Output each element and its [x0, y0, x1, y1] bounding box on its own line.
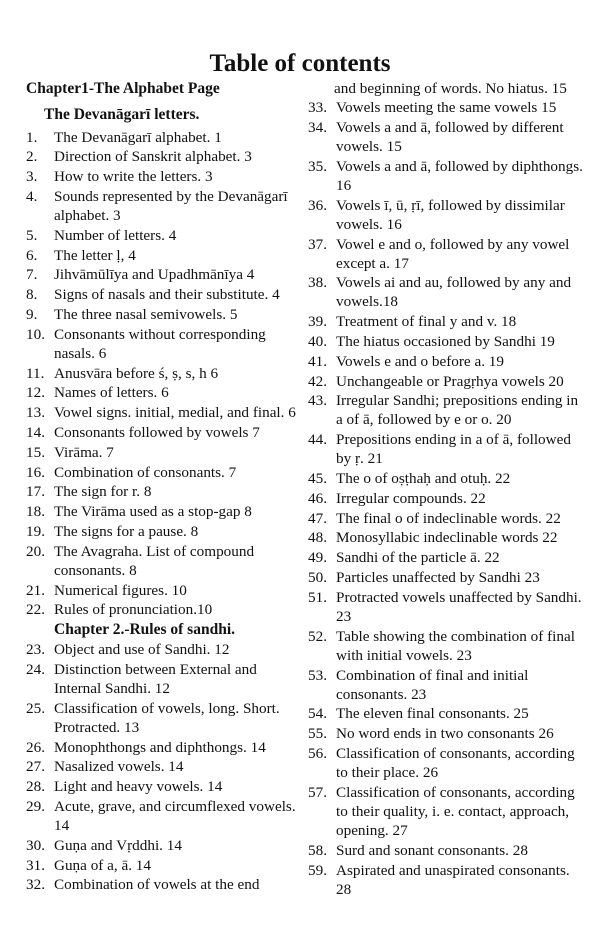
entry-number: 48. — [308, 529, 327, 547]
entry-number: 17. — [26, 483, 45, 501]
toc-entry — [26, 285, 302, 304]
entry-number: 33. — [308, 99, 327, 117]
entry-text: Treatment of final y and v. 18 — [336, 313, 517, 331]
entry-number: 9. — [26, 305, 38, 323]
entry-text: The letter ḷ, 4 — [54, 246, 136, 264]
toc-entry — [26, 699, 302, 737]
entry-number: 46. — [308, 489, 327, 507]
toc-entry — [26, 502, 302, 521]
entry-text: Combination of consonants. 7 — [54, 463, 237, 481]
toc-entry — [308, 627, 584, 665]
entry-text: Vowels e and o before a. 19 — [336, 352, 504, 370]
entry-text: Monosyllabic indeclinable words 22 — [336, 529, 558, 547]
toc-entry — [308, 861, 584, 899]
entry-text: The sign for r. 8 — [54, 483, 152, 501]
entry-number: 41. — [308, 352, 327, 370]
entry-text: Consonants followed by vowels 7 — [54, 423, 260, 441]
entry-number: 30. — [26, 836, 45, 854]
entry-number: 8. — [26, 286, 38, 304]
chapter-1-subheading: The Devanāgarī letters. — [44, 105, 200, 123]
toc-entry — [26, 738, 302, 757]
toc-entry — [308, 98, 584, 117]
entry-text: Classification of consonants, according to their quality, i. e. contact, approach, opening. 27 — [336, 783, 575, 840]
toc-entry — [26, 443, 302, 462]
toc-entry — [26, 836, 302, 855]
entry-text: Virāma. 7 — [54, 443, 114, 461]
entry-number: 27. — [26, 758, 45, 776]
right-column — [308, 79, 584, 900]
entry-number: 39. — [308, 313, 327, 331]
entry-number: 23. — [26, 641, 45, 659]
toc-entry — [26, 403, 302, 422]
entry-text: Vowel signs. initial, medial, and final. 6 — [54, 404, 296, 422]
entry-text: The Devanāgarī alphabet. 1 — [54, 128, 222, 146]
right-entries — [308, 98, 584, 899]
entry-text: Acute, grave, and circumflexed vowels. 14 — [54, 798, 296, 835]
entry-number: 34. — [308, 118, 327, 136]
toc-entry — [26, 246, 302, 265]
toc-entry — [308, 783, 584, 840]
entry-text: Classification of consonants, according to their place. 26 — [336, 745, 575, 782]
entry-number: 15. — [26, 443, 45, 461]
toc-entry — [26, 325, 302, 363]
entry-number: 11. — [26, 364, 45, 382]
toc-entry — [26, 265, 302, 284]
entry-text: Sandhi of the particle ā. 22 — [336, 549, 500, 567]
entry-text: Irregular compounds. 22 — [336, 489, 486, 507]
entry-text: The final o of indeclinable words. 22 — [336, 509, 561, 527]
toc-entry — [26, 542, 302, 580]
entry-text: The hiatus occasioned by Sandhi 19 — [336, 333, 555, 351]
entry-number: 22. — [26, 601, 45, 619]
chapter-1-entries — [26, 128, 302, 620]
chapter-2-heading: Chapter 2.-Rules of sandhi. — [54, 621, 236, 639]
entry-number: 36. — [308, 196, 327, 214]
entry-number: 42. — [308, 372, 327, 390]
entry-text: Guṇa and Vṛddhi. 14 — [54, 836, 182, 854]
entry-number: 50. — [308, 569, 327, 587]
entry-text: Protracted vowels unaffected by Sandhi. 23 — [336, 588, 582, 625]
entry-number: 10. — [26, 325, 45, 343]
entry-number: 47. — [308, 509, 327, 527]
entry-number: 40. — [308, 333, 327, 351]
entry-number: 52. — [308, 627, 327, 645]
entry-text: Irregular Sandhi; prepositions ending in a of ā, followed by e or o. 20 — [336, 392, 579, 429]
toc-entry — [308, 312, 584, 331]
entry-text: Guṇa of a, ā. 14 — [54, 856, 151, 874]
toc-entry — [308, 548, 584, 567]
entry-text: Rules of pronunciation.10 — [54, 601, 213, 619]
entry-number: 55. — [308, 725, 327, 743]
toc-entry — [308, 666, 584, 704]
toc-entry — [26, 856, 302, 875]
toc-entry — [308, 528, 584, 547]
entry-text: No word ends in two consonants 26 — [336, 725, 554, 743]
entry-number: 44. — [308, 431, 327, 449]
toc-entry — [308, 118, 584, 156]
toc-entry — [308, 196, 584, 234]
entry-text: Light and heavy vowels. 14 — [54, 778, 223, 796]
entry-number: 21. — [26, 581, 45, 599]
entry-text: Vowels ī, ū, ṛī, followed by dissimilar vowels. 16 — [336, 196, 565, 233]
entry-number: 57. — [308, 783, 327, 801]
page-title: Table of contents — [209, 50, 391, 77]
entry-text: Signs of nasals and their substitute. 4 — [54, 286, 280, 304]
entry-text: Distinction between External and Internal Sandhi. 12 — [54, 660, 257, 698]
entry-number: 3. — [26, 168, 38, 186]
entry-number: 32. — [26, 876, 45, 894]
chapter-2-entries — [26, 640, 302, 894]
entry-text: Combination of vowels at the end — [54, 876, 260, 894]
entry-text: Sounds represented by the Devanāgarī alphabet. 3 — [54, 187, 288, 225]
toc-entry — [26, 226, 302, 245]
toc-entry — [308, 352, 584, 371]
toc-entry — [26, 167, 302, 186]
toc-entry — [308, 841, 584, 860]
entry-text: Classification of vowels, long. Short. Protracted. 13 — [54, 699, 280, 736]
entry-text: Particles unaffected by Sandhi 23 — [336, 569, 540, 587]
entry-text: Table showing the combination of final with initial vowels. 23 — [336, 627, 575, 664]
toc-entry — [308, 588, 584, 626]
toc-entry — [26, 147, 302, 166]
toc-entry — [26, 463, 302, 482]
toc-entry — [26, 522, 302, 541]
toc-entry — [308, 704, 584, 723]
toc-entry — [308, 469, 584, 488]
entry-text: Monophthongs and diphthongs. 14 — [54, 738, 266, 756]
entry-text: Surd and sonant consonants. 28 — [336, 841, 528, 859]
entry-number: 25. — [26, 699, 45, 717]
toc-entry — [26, 777, 302, 796]
entry-text: Nasalized vowels. 14 — [54, 758, 184, 776]
entry-text: Consonants without corresponding nasals. 6 — [54, 325, 266, 362]
entry-text: Anusvāra before ś, ṣ, s, h 6 — [54, 364, 219, 382]
toc-entry — [26, 482, 302, 501]
entry-number: 56. — [308, 745, 327, 762]
toc-entry — [308, 157, 584, 195]
entry-text: Vowels ai and au, followed by any and vowels.18 — [336, 274, 572, 311]
toc-entry — [308, 744, 584, 782]
entry-text: How to write the letters. 3 — [54, 168, 213, 186]
toc-entry — [308, 724, 584, 743]
toc-entry — [308, 568, 584, 587]
toc-entry — [26, 128, 302, 147]
entry-number: 19. — [26, 522, 45, 540]
left-column — [26, 79, 302, 895]
entry-text: The signs for a pause. 8 — [54, 522, 199, 540]
entry-number: 45. — [308, 470, 327, 488]
entry-number: 54. — [308, 705, 327, 723]
toc-entry — [26, 757, 302, 776]
entry-number: 4. — [26, 187, 38, 205]
entry-text: Vowels a and ā, followed by different vowels. 15 — [336, 118, 564, 155]
entry-number: 31. — [26, 856, 45, 874]
entry-number: 20. — [26, 542, 45, 560]
entry-number: 6. — [26, 246, 38, 264]
toc-entry — [26, 383, 302, 402]
entry-number: 16. — [26, 463, 45, 481]
entry-number: 18. — [26, 503, 45, 521]
entry-text: Number of letters. 4 — [54, 226, 177, 244]
entry-number: 24. — [26, 660, 45, 678]
entry-text: Vowel e and o, followed by any vowel except a. 17 — [336, 235, 570, 272]
entry-number: 28. — [26, 778, 45, 796]
entry-text: Object and use of Sandhi. 12 — [54, 641, 230, 659]
entry-text: Combination of final and initial consonants. 23 — [336, 666, 529, 703]
toc-entry — [26, 660, 302, 698]
entry-text: The Virāma used as a stop-gap 8 — [54, 503, 252, 521]
entry-number: 35. — [308, 157, 327, 175]
entry-number: 59. — [308, 861, 327, 879]
toc-entry — [26, 600, 302, 619]
entry-number: 2. — [26, 148, 38, 166]
entry-number: 53. — [308, 666, 327, 684]
toc-entry — [308, 430, 584, 468]
entry-number: 1. — [26, 128, 38, 146]
entry-text: The Avagraha. List of compound consonants. 8 — [54, 542, 255, 579]
entry-text: Vowels meeting the same vowels 15 — [336, 99, 557, 117]
entry-number: 13. — [26, 404, 45, 422]
entry-number: 7. — [26, 266, 38, 284]
toc-entry — [26, 581, 302, 600]
entry-number: 58. — [308, 841, 327, 859]
entry-text: Prepositions ending in a of ā, followed by ṛ. 21 — [336, 431, 571, 468]
entry-number: 49. — [308, 549, 327, 567]
entry-number: 51. — [308, 588, 327, 606]
toc-entry — [26, 364, 302, 383]
entry-number: 38. — [308, 274, 327, 292]
toc-entry — [308, 273, 584, 311]
toc-entry — [308, 372, 584, 391]
toc-entry — [26, 875, 302, 894]
entry-text: The eleven final consonants. 25 — [336, 705, 529, 723]
entry-text: Unchangeable or Pragṛhya vowels 20 — [336, 372, 564, 390]
entry-number: 26. — [26, 738, 45, 756]
entry-number: 29. — [26, 798, 45, 816]
entry-text: Direction of Sanskrit alphabet. 3 — [54, 148, 252, 166]
toc-entry — [26, 423, 302, 442]
toc-entry — [308, 391, 584, 429]
toc-entry — [308, 509, 584, 528]
entry-text: Aspirated and unaspirated consonants. 28 — [336, 861, 570, 898]
entry-text: Numerical figures. 10 — [54, 581, 187, 599]
toc-entry — [26, 797, 302, 835]
entry-text: Vowels a and ā, followed by diphthongs. 16 — [336, 157, 583, 194]
entry-text: The three nasal semivowels. 5 — [54, 305, 238, 323]
entry-number: 37. — [308, 235, 327, 253]
toc-entry — [26, 640, 302, 659]
toc-entry — [308, 489, 584, 508]
entry-number: 12. — [26, 384, 45, 402]
toc-entry — [26, 305, 302, 324]
toc-entry — [26, 187, 302, 225]
toc-entry — [308, 332, 584, 351]
chapter-1-heading: Chapter1-The Alphabet Page — [26, 80, 220, 97]
entry-number: 5. — [26, 226, 38, 244]
entry-32-continuation: and beginning of words. No hiatus. 15 — [334, 80, 567, 97]
toc-entry — [308, 235, 584, 273]
entry-text: Names of letters. 6 — [54, 384, 169, 402]
entry-text: Jihvāmūlīya and Upadhmānīya 4 — [54, 266, 255, 284]
entry-number: 14. — [26, 423, 45, 441]
entry-text: The o of oṣṭhaḥ and otuḥ. 22 — [336, 470, 511, 488]
entry-number: 43. — [308, 392, 327, 410]
